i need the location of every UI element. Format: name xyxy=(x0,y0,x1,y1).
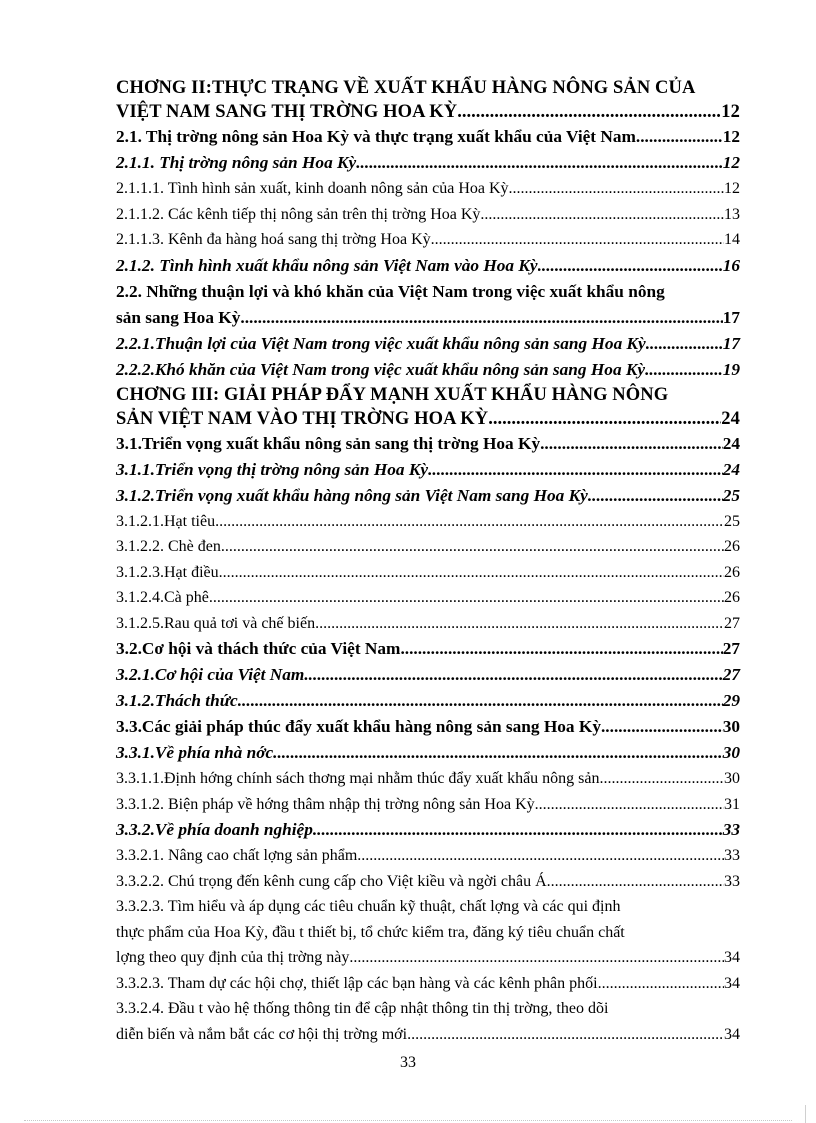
toc-leader-dots xyxy=(509,176,724,202)
toc-entry-title: 3.1.2.Triển vọng xuất khẩu hàng nông sản Việt Nam sang Hoa Kỳ xyxy=(116,485,588,505)
toc-entry xyxy=(116,124,740,150)
page-corner-mark xyxy=(805,1105,806,1123)
toc-page-number: 25 xyxy=(722,485,740,505)
toc-page-number: 27 xyxy=(722,639,740,658)
toc-leader-dots xyxy=(357,843,724,869)
toc-page-number: 24 xyxy=(721,408,740,429)
toc-entry-title: 3.3.1.Về phía nhà nớc xyxy=(116,743,274,762)
toc-page-number: 30 xyxy=(722,743,740,762)
toc-entry-title: 2.2.1.Thuận lợi của Việt Nam trong việc xuất khẩu nông sản sang Hoa Kỳ xyxy=(116,333,646,353)
page-bottom-divider xyxy=(24,1120,792,1121)
toc-entry xyxy=(116,509,740,535)
toc-leader-dots xyxy=(238,688,723,714)
toc-leader-dots xyxy=(349,945,724,971)
toc-page-number: 34 xyxy=(724,1025,740,1043)
toc-leader-dots xyxy=(356,150,722,176)
toc-page-number: 27 xyxy=(724,614,740,632)
toc-entry-title: lợng theo quy định của thị trờng này xyxy=(116,949,350,966)
toc-entry-title: 3.2.Cơ hội và thách thức của Việt Nam xyxy=(116,639,401,658)
toc-entry xyxy=(116,636,740,662)
toc-leader-dots xyxy=(480,202,724,228)
toc-page-number: 12 xyxy=(722,153,740,172)
toc-leader-dots xyxy=(219,560,724,586)
toc-entry-title: 3.1.2.5.Rau quả tơi và chế biến xyxy=(116,614,316,632)
toc-entry xyxy=(116,766,740,792)
toc-leader-dots xyxy=(407,1022,724,1048)
toc-page-number: 14 xyxy=(724,231,740,248)
toc-entry xyxy=(116,407,740,431)
toc-leader-dots xyxy=(488,407,721,431)
toc-page-number: 34 xyxy=(724,974,740,992)
toc-entry xyxy=(116,534,740,560)
toc-entry-line: 2.2. Những thuận lợi và khó khăn của Việt Nam trong việc xuất khẩu nông xyxy=(116,281,665,301)
toc-entry-title: diễn biến và nắm bắt các cơ hội thị trờng mới xyxy=(116,1025,408,1043)
toc-entry xyxy=(116,483,740,509)
toc-entry xyxy=(116,792,740,818)
toc-page-number: 13 xyxy=(724,205,740,223)
toc-leader-dots xyxy=(431,227,724,253)
toc-entry-title: 2.1. Thị trờng nông sản Hoa Kỳ và thực trạng xuất khẩu của Việt Nam xyxy=(116,127,636,146)
toc-entry-title: 2.1.1.2. Các kênh tiếp thị nông sản trên thị trờng Hoa Kỳ xyxy=(116,205,481,223)
toc-page-number: 30 xyxy=(722,717,740,736)
toc-entry-line: thực phẩm của Hoa Kỳ, đầu t thiết bị, tổ chức kiểm tra, đăng ký tiêu chuẩn chất xyxy=(116,923,625,941)
toc-entry-line: 3.3.2.3. Tìm hiểu và áp dụng các tiêu chuẩn kỹ thuật, chất lợng và các qui định xyxy=(116,898,621,915)
toc-leader-dots xyxy=(428,457,723,483)
toc-entry-title: 2.2.2.Khó khăn của Việt Nam trong việc xuất khẩu nông sản sang Hoa Kỳ xyxy=(116,359,646,379)
toc-entry xyxy=(116,202,740,228)
toc-entry xyxy=(116,431,740,457)
toc-entry xyxy=(116,843,740,869)
toc-entry-title: 3.1.Triển vọng xuất khẩu nông sản sang thị trờng Hoa Kỳ xyxy=(116,433,541,453)
table-of-contents xyxy=(116,76,740,1047)
toc-entry xyxy=(116,662,740,688)
toc-entry-line: 3.3.2.4. Đầu t vào hệ thống thông tin để cập nhật thông tin thị trờng, theo dõi xyxy=(116,1000,609,1017)
toc-entry xyxy=(116,150,740,176)
toc-entry-title: sản sang Hoa Kỳ xyxy=(116,307,241,327)
toc-entry-title: 3.1.2.1.Hạt tiêu xyxy=(116,512,216,530)
toc-leader-dots xyxy=(215,509,724,535)
toc-entry-title: 3.3.2.2. Chú trọng đến kênh cung cấp cho Việt kiều và ngời châu Á xyxy=(116,872,547,890)
toc-entry xyxy=(116,611,740,637)
toc-page-number: 16 xyxy=(722,255,740,275)
toc-entry xyxy=(116,945,740,971)
toc-leader-dots xyxy=(273,740,723,766)
toc-page-number: 24 xyxy=(722,433,740,453)
toc-entry xyxy=(116,585,740,611)
toc-page-number: 34 xyxy=(724,949,740,966)
toc-entry-title: 3.3.1.2. Biện pháp về hớng thâm nhập thị trờng nông sản Hoa Kỳ xyxy=(116,795,535,813)
toc-entry-title: 3.3.2.3. Tham dự các hội chợ, thiết lập các bạn hàng và các kênh phân phối. xyxy=(116,974,602,992)
toc-entry-title: 2.1.1. Thị trờng nông sản Hoa Kỳ xyxy=(116,153,357,172)
toc-leader-dots xyxy=(457,100,721,124)
toc-entry xyxy=(116,253,740,279)
toc-page-number: 31 xyxy=(724,795,740,813)
toc-page-number: 33 xyxy=(724,847,740,864)
toc-page-number: 26 xyxy=(724,538,740,555)
toc-entry-title: VIỆT NAM SANG THỊ TRỜNG HOA KỲ xyxy=(116,102,458,122)
toc-entry-title: 3.3.2.1. Nâng cao chất lợng sản phẩm xyxy=(116,847,358,864)
toc-entry xyxy=(116,1022,740,1048)
toc-entry xyxy=(116,971,740,997)
toc-entry-title: 2.1.1.1. Tình hình sản xuất, kinh doanh nông sản của Hoa Kỳ xyxy=(116,180,509,197)
toc-page-number: 26 xyxy=(724,563,740,581)
toc-entry-title: 3.1.1.Triển vọng thị trờng nông sản Hoa Kỳ xyxy=(116,459,429,479)
toc-entry xyxy=(116,817,740,843)
toc-entry-title: 3.3.2.Về phía doanh nghiệp xyxy=(116,820,313,839)
toc-entry-line: CHƠNG III: GIẢI PHÁP ĐẨY MẠNH XUẤT KHẨU HÀNG NÔNG xyxy=(116,384,669,405)
toc-leader-dots xyxy=(240,305,722,331)
toc-page-number: 30 xyxy=(724,770,740,787)
toc-entry xyxy=(116,227,740,253)
toc-entry xyxy=(116,740,740,766)
toc-page-number: 33 xyxy=(722,820,740,839)
toc-leader-dots xyxy=(400,636,722,662)
toc-leader-dots xyxy=(209,585,724,611)
toc-leader-dots xyxy=(538,253,723,279)
toc-page-number: 17 xyxy=(722,307,740,327)
toc-leader-dots xyxy=(645,357,723,383)
toc-page-number: 33 xyxy=(724,872,740,890)
toc-entry xyxy=(116,457,740,483)
toc-page-number: 27 xyxy=(722,665,740,684)
toc-entry xyxy=(116,688,740,714)
toc-entry-title: 2.1.2. Tình hình xuất khẩu nông sản Việt Nam vào Hoa Kỳ xyxy=(116,255,538,275)
toc-entry-title: 3.1.2.4.Cà phê xyxy=(116,589,209,606)
toc-entry-title: 3.1.2.3.Hạt điều xyxy=(116,563,219,581)
toc-page-number: 24 xyxy=(722,459,740,479)
toc-leader-dots xyxy=(601,714,723,740)
toc-entry xyxy=(116,176,740,202)
toc-leader-dots xyxy=(547,869,724,895)
toc-leader-dots xyxy=(636,124,723,150)
toc-page-number: 12 xyxy=(722,127,740,146)
toc-entry xyxy=(116,357,740,383)
toc-leader-dots xyxy=(315,611,724,637)
toc-page-number: 19 xyxy=(722,359,740,379)
toc-entry-title: 3.3.1.1.Định hớng chính sách thơng mại nhằm thúc đẩy xuất khẩu nông sản xyxy=(116,770,600,787)
toc-leader-dots xyxy=(313,817,723,843)
toc-leader-dots xyxy=(535,792,724,818)
page-number: 33 xyxy=(400,1054,416,1071)
toc-entry xyxy=(116,331,740,357)
toc-entry-title: 2.1.1.3. Kênh đa hàng hoá sang thị trờng Hoa Kỳ xyxy=(116,231,431,248)
toc-entry-title: 3.2.1.Cơ hội của Việt Nam xyxy=(116,665,305,684)
toc-leader-dots xyxy=(221,534,724,560)
toc-entry-line: CHƠNG II:THỰC TRẠNG VỀ XUẤT KHẨU HÀNG NÔNG SẢN CỦA xyxy=(116,78,696,98)
toc-entry-title: 3.1.2.2. Chè đen xyxy=(116,538,221,555)
toc-page-number: 29 xyxy=(722,691,740,710)
toc-leader-dots xyxy=(646,331,723,357)
toc-entry-title: 3.3.Các giải pháp thúc đẩy xuất khẩu hàng nông sản sang Hoa Kỳ xyxy=(116,717,601,736)
toc-page-number: 26 xyxy=(724,589,740,606)
toc-page-number: 12 xyxy=(721,102,740,122)
toc-leader-dots xyxy=(540,431,723,457)
toc-entry-title: 3.1.2.Thách thức xyxy=(116,691,238,710)
toc-leader-dots xyxy=(304,662,722,688)
toc-page-number: 17 xyxy=(722,333,740,353)
toc-leader-dots xyxy=(600,766,724,792)
toc-entry xyxy=(116,100,740,124)
toc-page-number: 12 xyxy=(724,180,740,197)
toc-entry xyxy=(116,869,740,895)
toc-entry xyxy=(116,560,740,586)
toc-entry xyxy=(116,305,740,331)
toc-leader-dots xyxy=(602,971,724,997)
toc-entry xyxy=(116,714,740,740)
toc-entry-title: SẢN VIỆT NAM VÀO THỊ TRỜNG HOA KỲ xyxy=(116,408,489,429)
toc-leader-dots xyxy=(588,483,723,509)
toc-page-number: 25 xyxy=(724,512,740,530)
